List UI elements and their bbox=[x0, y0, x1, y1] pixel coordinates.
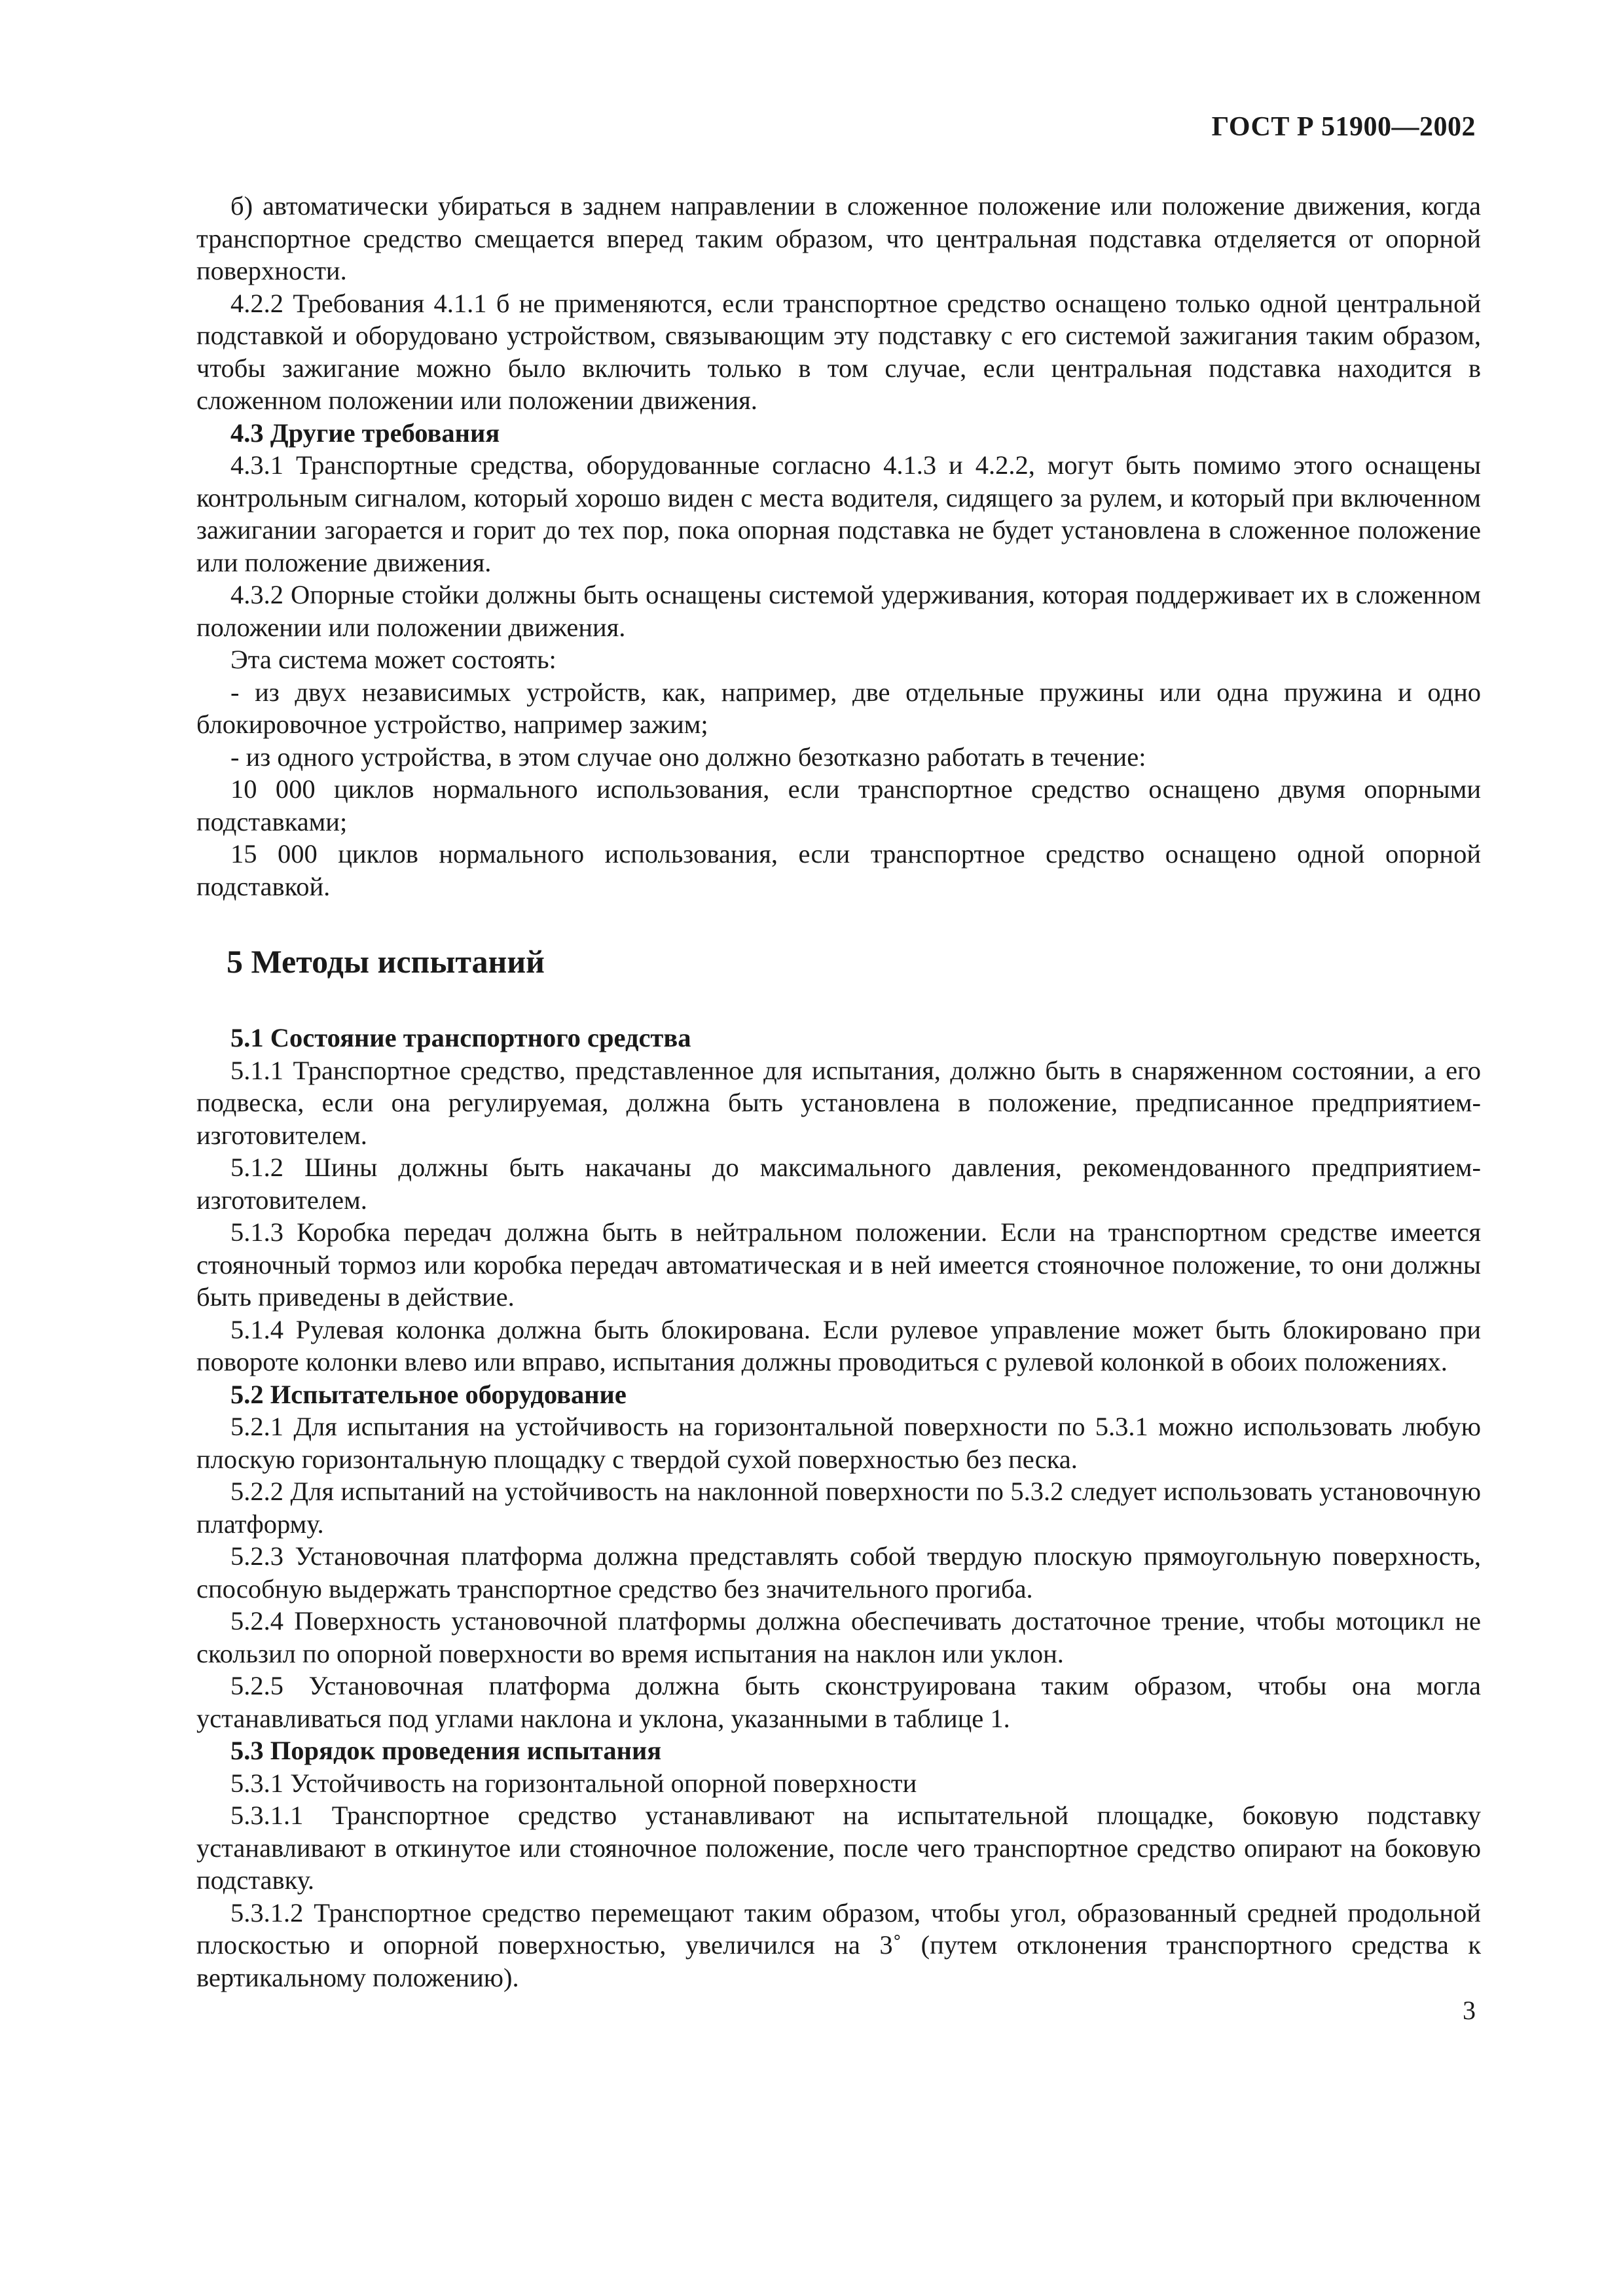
paragraph: 5.3.1.1 Транспортное средство устанавливают на испытательной площадке, боковую подставку устанавливают в откинутое или стояночное положение, после чего транспортное средство опирают на боковую подставку. bbox=[196, 1801, 1481, 1895]
list-item: - из двух независимых устройств, как, например, две отдельные пружины или одна пружина и одно блокировочное устройство, например зажим; bbox=[196, 677, 1481, 739]
paragraph: 5.2.1 Для испытания на устойчивость на горизонтальной поверхности по 5.3.1 можно использовать любую плоскую горизонтальную площадку с твердой сухой поверхностью без песка. bbox=[196, 1412, 1481, 1474]
paragraph: 5.1.4 Рулевая колонка должна быть блокирована. Если рулевое управление может быть блокировано при повороте колонки влево или вправо, испытания должны проводиться с рулевой колонкой в обоих положениях. bbox=[196, 1314, 1481, 1376]
page-body bbox=[196, 190, 1481, 1994]
paragraph: б) автоматически убираться в заднем направлении в сложенное положение или положение движения, когда транспортное средство смещается вперед таким образом, что центральная подставка отделяется от опорной поверхности. bbox=[196, 191, 1481, 285]
paragraph: 5.2.3 Установочная платформа должна представлять собой твердую плоскую прямоугольную поверхность, способную выдержать транспортное средство без значительного прогиба. bbox=[196, 1541, 1481, 1604]
subsection-heading-5-1: 5.1 Состояние транспортного средства bbox=[230, 1023, 691, 1052]
paragraph: 4.3.1 Транспортные средства, оборудованные согласно 4.1.3 и 4.2.2, могут быть помимо этого оснащены контрольным сигналом, который хорошо виден с места водителя, сидящего за рулем, и который при включенном зажигании загорается и горит до тех пор, пока опорная подставка не будет установлена в сложенное положение или положение движения. bbox=[196, 450, 1481, 577]
paragraph: 15 000 циклов нормального использования, если транспортное средство оснащено одной опорной подставкой. bbox=[196, 839, 1481, 901]
subsection-heading-5-3: 5.3 Порядок проведения испытания bbox=[230, 1736, 662, 1765]
paragraph: 5.1.1 Транспортное средство, представленное для испытания, должно быть в снаряженном состоянии, а его подвеска, если она регулируемая, должна быть установлена в положение, предписанное предприятием-изготовителем. bbox=[196, 1055, 1481, 1150]
paragraph: 5.2.5 Установочная платформа должна быть сконструирована таким образом, чтобы она могла устанавливаться под углами наклона и уклона, указанными в таблице 1. bbox=[196, 1671, 1481, 1733]
paragraph: 5.2.4 Поверхность установочной платформы должна обеспечивать достаточное трение, чтобы мотоцикл не скользил по опорной поверхности во время испытания на наклон или уклон. bbox=[196, 1606, 1481, 1668]
paragraph: 5.2.2 Для испытаний на устойчивость на наклонной поверхности по 5.3.2 следует использовать установочную платформу. bbox=[196, 1477, 1481, 1539]
paragraph: 5.1.2 Шины должны быть накачаны до максимального давления, рекомендованного предприятием-изготовителем. bbox=[196, 1153, 1481, 1215]
paragraph: 5.3.1 Устойчивость на горизонтальной опорной поверхности bbox=[230, 1768, 917, 1798]
subsection-heading-4-3: 4.3 Другие требования bbox=[230, 418, 500, 448]
section-heading-5: 5 Методы испытаний bbox=[227, 943, 545, 980]
document-code-header: ГОСТ Р 51900—2002 bbox=[1211, 112, 1476, 142]
paragraph: Эта система может состоять: bbox=[230, 645, 556, 674]
paragraph: 5.1.3 Коробка передач должна быть в нейтральном положении. Если на транспортном средстве имеется стояночный тормоз или коробка передач автоматическая и в ней имеется стояночное положение, то они должны быть приведены в действие. bbox=[196, 1217, 1481, 1312]
list-item: - из одного устройства, в этом случае оно должно безотказно работать в течение: bbox=[230, 742, 1146, 772]
paragraph: 5.3.1.2 Транспортное средство перемещают таким образом, чтобы угол, образованный средней продольной плоскостью и опорной поверхностью, увеличился на 3˚ (путем отклонения транспортного средства к вертикальному положению). bbox=[196, 1897, 1481, 1992]
paragraph: 4.2.2 Требования 4.1.1 б не применяются, если транспортное средство оснащено только одной центральной подставкой и оборудовано устройством, связывающим эту подставку с его системой зажигания таким образом, чтобы зажигание можно было включить только в том случае, если центральная подставка находится в сложенном положении или положении движения. bbox=[196, 288, 1481, 415]
page-number: 3 bbox=[1463, 1996, 1476, 2025]
subsection-heading-5-2: 5.2 Испытательное оборудование bbox=[230, 1379, 627, 1409]
paragraph: 4.3.2 Опорные стойки должны быть оснащены системой удерживания, которая поддерживает их в сложенном положении или положении движения. bbox=[196, 580, 1481, 642]
paragraph: 10 000 циклов нормального использования, если транспортное средство оснащено двумя опорными подставками; bbox=[196, 774, 1481, 836]
